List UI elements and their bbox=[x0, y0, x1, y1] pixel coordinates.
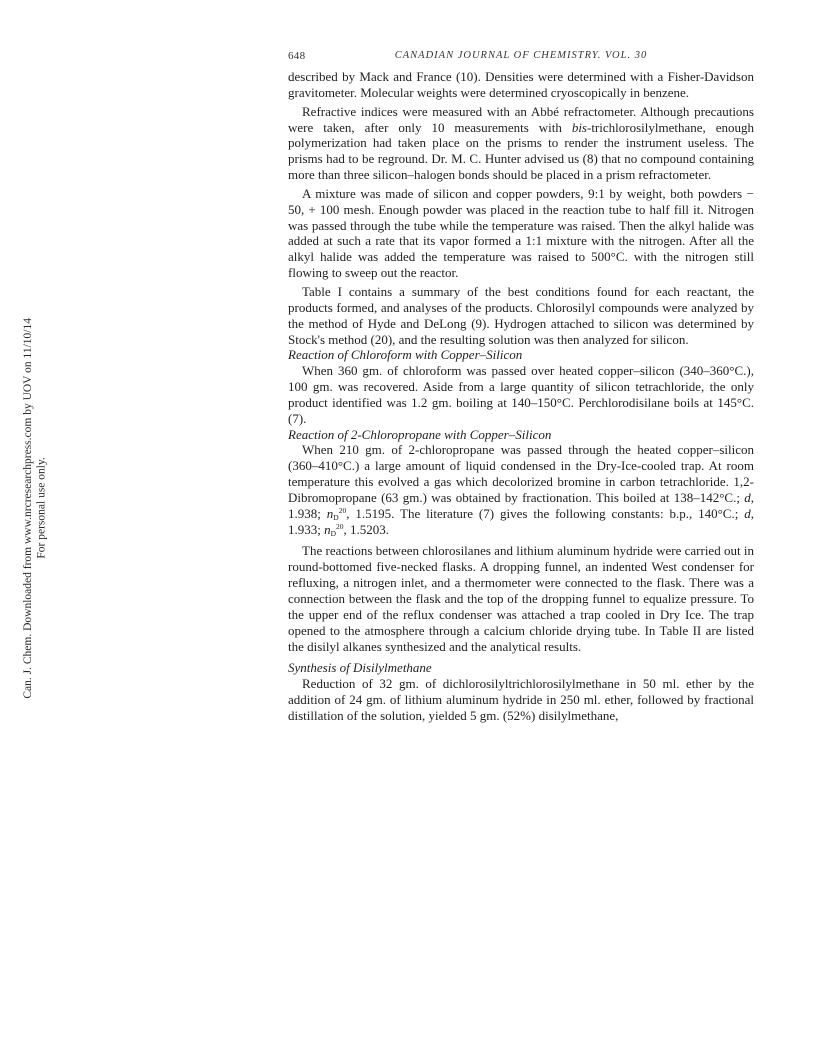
watermark-line-personal-use: For personal use only. bbox=[35, 457, 47, 559]
section-heading-chloroform: Reaction of Chloroform with Copper–Silicon bbox=[288, 347, 523, 363]
paragraph-chloropropane-reaction bbox=[288, 442, 754, 537]
refractive-index-subscript-literature: D bbox=[330, 528, 337, 538]
paragraph-densities: described by Mack and France (10). Densities were determined with a Fisher-Davidson gravitometer. Molecular weights were determined cryoscopically in benzene. bbox=[288, 69, 754, 100]
chloropropane-text-a: When 210 gm. of 2-chloropropane was passed through the heated copper–silicon (360–410°C.) a large amount of liquid condensed in the Dry-Ice-cooled trap. At room temperature this evolved a gas which decolorized bromine in carbon tetrachloride. 1,2-Dibromopropane (63 gm.) was obtained by fractionation. This boiled at 138–142°C.; bbox=[288, 442, 754, 505]
article-body bbox=[288, 69, 754, 724]
refractive-index-superscript: 20 bbox=[338, 505, 347, 515]
paragraph-silicon-copper-mixture: A mixture was made of silicon and copper powders, 9:1 by weight, both powders − 50, + 100 mesh. Enough powder was placed in the reaction tube to half fill it. Nitrogen was passed through the tube while the temperature was raised. Then the alkyl halide was added at such a rate that its vapor formed a 1:1 mixture with the nitrogen. After all the alkyl halide was added the temperature was raised to 500°C. with the nitrogen still flowing to sweep out the reactor. bbox=[288, 185, 754, 281]
refractive-text-start: Refractive indices were measured with an Abbé refractometer. Although precautions were taken, after only 10 measurements with bbox=[288, 103, 754, 135]
chloropropane-text-e: , 1.5203. bbox=[343, 521, 390, 537]
paragraph-chloroform-reaction: When 360 gm. of chloroform was passed over heated copper–silicon (340–360°C.), 100 gm. was recovered. Aside from a large quantity of silicon tetrachloride, the only product identified was 1.2 gm. boiling at 140–150°C. Perchlorodisilane boils at 145°C. (7). bbox=[288, 363, 754, 426]
page-number: 648 bbox=[288, 50, 306, 62]
refractive-index-subscript: D bbox=[333, 512, 339, 522]
running-header bbox=[288, 50, 754, 66]
refractive-index-symbol: n bbox=[326, 505, 334, 521]
density-symbol: d bbox=[744, 489, 751, 505]
download-watermark bbox=[12, 248, 58, 768]
chloropropane-text-d: , 1.933; bbox=[288, 505, 754, 537]
refractive-index-superscript-literature: 20 bbox=[336, 521, 344, 531]
section-heading-disilylmethane: Synthesis of Disilylmethane bbox=[288, 660, 432, 676]
paragraph-table-summary: Table I contains a summary of the best conditions found for each reactant, the products formed, and analyses of the products. Chlorosilyl compounds were analyzed by the method of Hyde and DeLong (9). Hydrogen attached to silicon was determined by Stock's method (20), and the resulting solution was then analyzed for silicon. bbox=[288, 283, 754, 347]
paragraph-refractive-indices bbox=[288, 104, 754, 183]
refractive-index-symbol-literature: n bbox=[324, 521, 331, 537]
chloropropane-text-b: , 1.938; bbox=[288, 489, 754, 521]
paragraph-lithium-aluminum-hydride: The reactions between chlorosilanes and lithium aluminum hydride were carried out in round-bottomed five-necked flasks. A dropping funnel, an indented West condenser for refluxing, a nitrogen inlet, and a thermometer were connected to the flask. There was a connection between the flask and the top of the dropping funnel to equalize pressure. To the upper end of the reflux condenser was attached a trap cooled in Dry Ice. The trap opened to the atmosphere through a calcium chloride drying tube. In Table II are listed the disilyl alkanes synthesized and the analytical results. bbox=[288, 543, 754, 654]
watermark-line-download: Can. J. Chem. Downloaded from www.nrcresearchpress.com by UOV on 11/10/14 bbox=[21, 317, 34, 699]
journal-running-head: CANADIAN JOURNAL OF CHEMISTRY. VOL. 30 bbox=[394, 50, 648, 61]
chloropropane-text-c: , 1.5195. The literature (7) gives the following constants: b.p., 140°C.; bbox=[346, 505, 745, 521]
refractive-text-end: -trichlorosilylmethane, enough polymerization had taken place on the prisms to render the instrument useless. The prisms had to be reground. Dr. M. C. Hunter advised us (8) that no compound containing more than three silicon–halogen bonds should be placed in a prism refractometer. bbox=[288, 119, 754, 183]
paragraph-disilylmethane-synthesis: Reduction of 32 gm. of dichlorosilyltrichlorosilylmethane in 50 ml. ether by the addition of 24 gm. of lithium aluminum hydride in 250 ml. ether, followed by fractional distillation of the solution, yielded 5 gm. (52%) disilylmethane, bbox=[288, 676, 754, 723]
density-symbol-literature: d bbox=[744, 505, 751, 521]
bis-prefix: bis bbox=[571, 119, 587, 135]
section-heading-chloropropane: Reaction of 2-Chloropropane with Copper–Silicon bbox=[288, 426, 552, 442]
